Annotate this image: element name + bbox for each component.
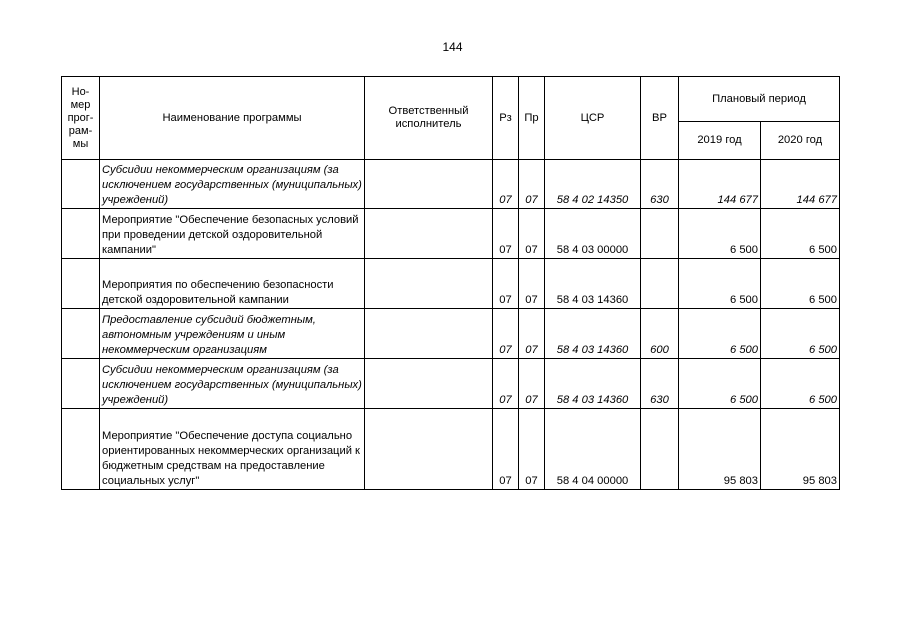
cell-program-number <box>62 359 100 409</box>
header-program-number <box>62 77 100 160</box>
header-year-2019: 2019 год <box>679 122 761 160</box>
cell-pr: 07 <box>519 259 545 309</box>
cell-program-number <box>62 209 100 259</box>
header-planning-period: Плановый период <box>679 77 840 122</box>
cell-rz: 07 <box>493 309 519 359</box>
cell-amount-2020: 144 677 <box>761 160 840 209</box>
table-row <box>62 409 840 490</box>
header-pr: Пр <box>519 77 545 160</box>
table-row <box>62 160 840 209</box>
cell-amount-2020: 95 803 <box>761 409 840 490</box>
cell-rz: 07 <box>493 359 519 409</box>
cell-amount-2019: 95 803 <box>679 409 761 490</box>
cell-pr: 07 <box>519 309 545 359</box>
cell-pr: 07 <box>519 209 545 259</box>
cell-amount-2020: 6 500 <box>761 259 840 309</box>
table-row <box>62 259 840 309</box>
cell-pr: 07 <box>519 160 545 209</box>
cell-amount-2020: 6 500 <box>761 359 840 409</box>
cell-csr: 58 4 04 00000 <box>545 409 641 490</box>
cell-amount-2019: 6 500 <box>679 209 761 259</box>
header-rz: Рз <box>493 77 519 160</box>
cell-amount-2020: 6 500 <box>761 209 840 259</box>
cell-program-number <box>62 259 100 309</box>
cell-vr <box>641 209 679 259</box>
cell-program-number <box>62 409 100 490</box>
cell-program-name: Субсидии некоммерческим организациям (за исключением государственных (муниципальных) учреждений) <box>100 160 365 209</box>
table-row <box>62 209 840 259</box>
table-row <box>62 359 840 409</box>
cell-responsible-executor <box>365 409 493 490</box>
cell-amount-2020: 6 500 <box>761 309 840 359</box>
cell-amount-2019: 6 500 <box>679 359 761 409</box>
cell-csr: 58 4 03 14360 <box>545 359 641 409</box>
cell-program-name: Мероприятие "Обеспечение безопасных условий при проведении детской оздоровительной кампании" <box>100 209 365 259</box>
header-program-name: Наименование программы <box>100 77 365 160</box>
cell-program-name: Мероприятие "Обеспечение доступа социально ориентированных некоммерческих организаций к бюджетным средствам на предоставление социальных услуг" <box>100 409 365 490</box>
header-year-2020: 2020 год <box>761 122 840 160</box>
cell-vr <box>641 259 679 309</box>
cell-responsible-executor <box>365 259 493 309</box>
cell-program-name: Субсидии некоммерческим организациям (за исключением государственных (муниципальных) учреждений) <box>100 359 365 409</box>
cell-program-name: Мероприятия по обеспечению безопасности детской оздоровительной кампании <box>100 259 365 309</box>
cell-responsible-executor <box>365 359 493 409</box>
cell-rz: 07 <box>493 209 519 259</box>
cell-responsible-executor <box>365 160 493 209</box>
cell-responsible-executor <box>365 209 493 259</box>
header-responsible-executor: Ответственный исполнитель <box>365 77 493 160</box>
cell-csr: 58 4 03 14360 <box>545 309 641 359</box>
cell-csr: 58 4 02 14350 <box>545 160 641 209</box>
cell-responsible-executor <box>365 309 493 359</box>
cell-amount-2019: 6 500 <box>679 259 761 309</box>
table-row <box>62 309 840 359</box>
cell-rz: 07 <box>493 160 519 209</box>
cell-amount-2019: 144 677 <box>679 160 761 209</box>
budget-table <box>61 76 840 490</box>
cell-vr <box>641 409 679 490</box>
cell-rz: 07 <box>493 409 519 490</box>
cell-pr: 07 <box>519 359 545 409</box>
cell-program-number <box>62 160 100 209</box>
cell-program-name: Предоставление субсидий бюджетным, автономным учреждениям и иным некоммерческим организациям <box>100 309 365 359</box>
cell-rz: 07 <box>493 259 519 309</box>
cell-csr: 58 4 03 00000 <box>545 209 641 259</box>
cell-amount-2019: 6 500 <box>679 309 761 359</box>
header-program-number-label: Но- мер прог- рам- мы <box>67 85 94 150</box>
cell-pr: 07 <box>519 409 545 490</box>
cell-vr: 630 <box>641 359 679 409</box>
cell-vr: 600 <box>641 309 679 359</box>
header-csr: ЦСР <box>545 77 641 160</box>
cell-csr: 58 4 03 14360 <box>545 259 641 309</box>
cell-vr: 630 <box>641 160 679 209</box>
page-number: 144 <box>442 40 463 54</box>
cell-program-number <box>62 309 100 359</box>
header-vr: ВР <box>641 77 679 160</box>
